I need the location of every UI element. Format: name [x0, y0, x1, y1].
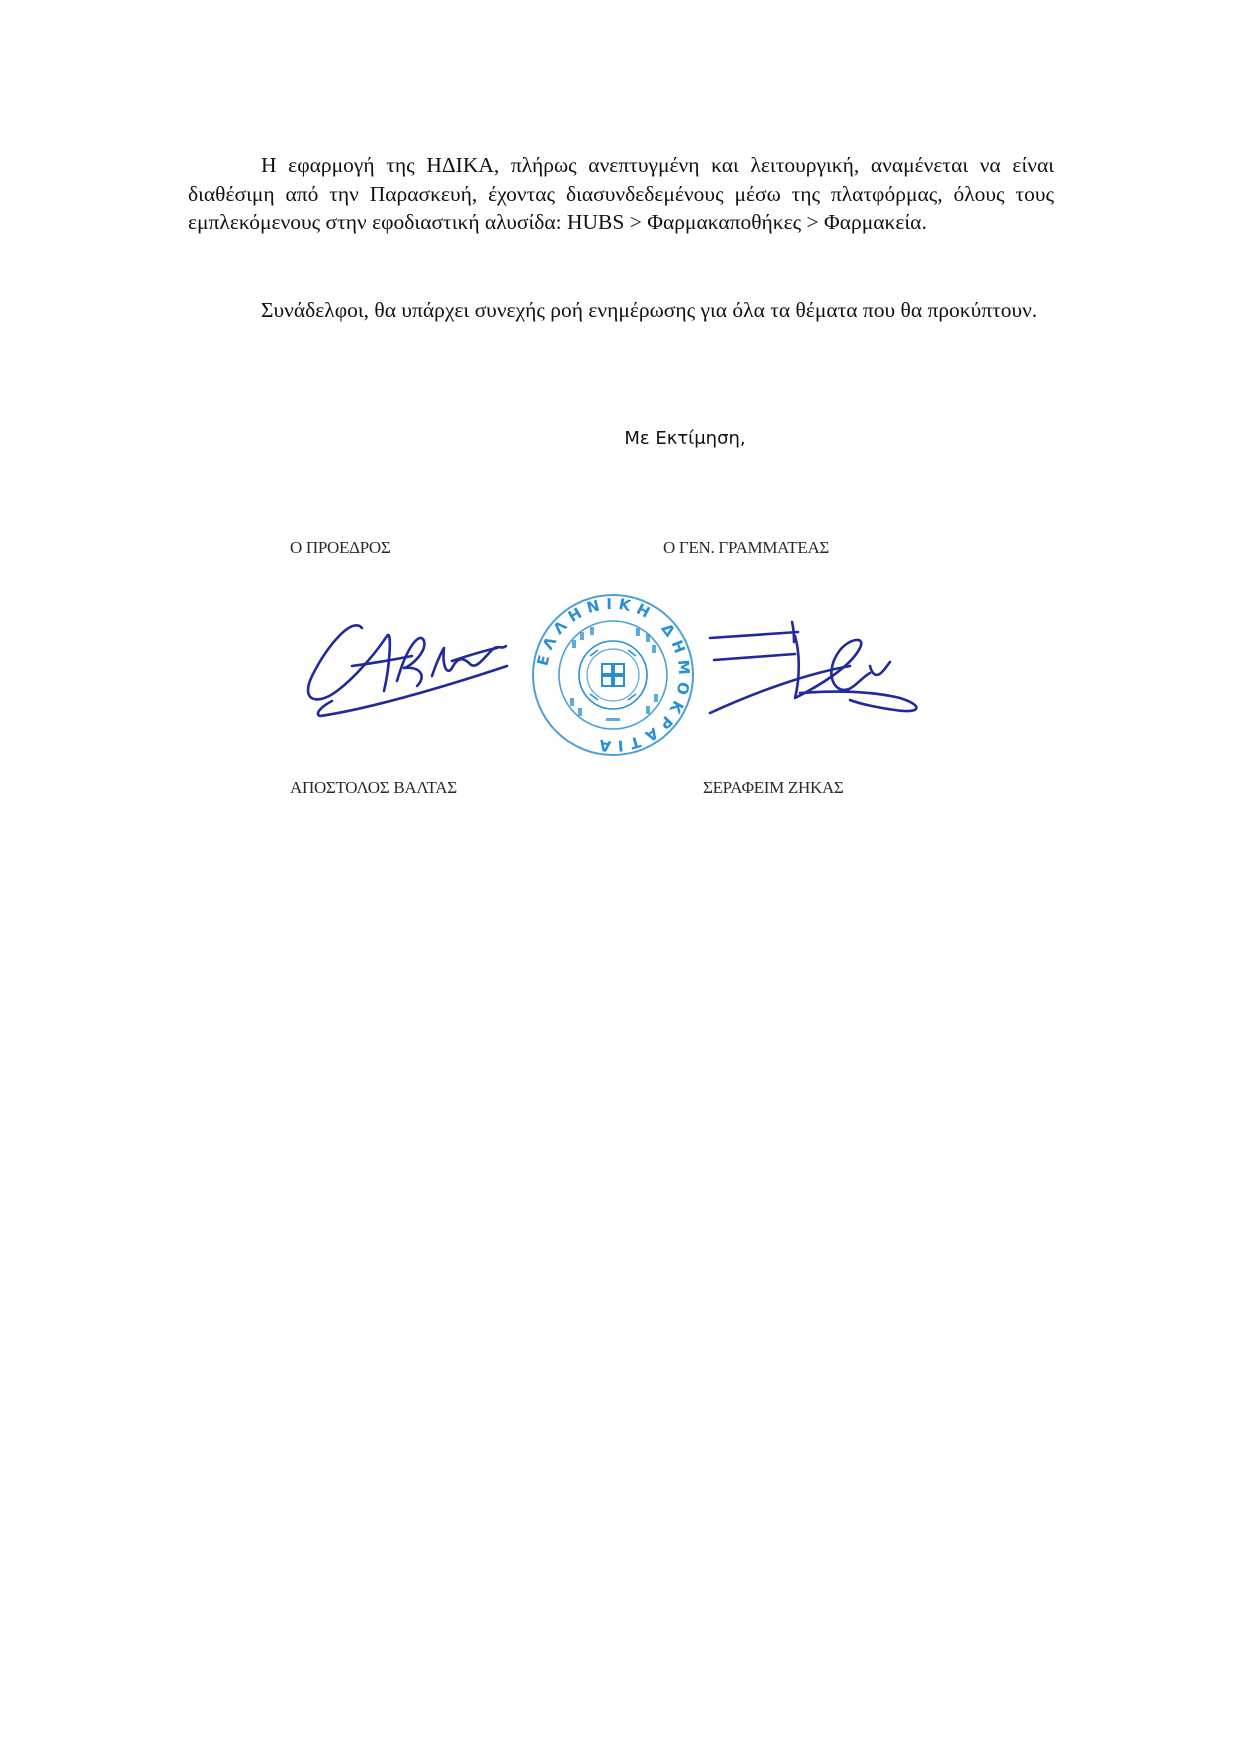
signatory-title-left: Ο ΠΡΟΕΔΡΟΣ	[290, 538, 391, 557]
signature-block	[280, 538, 940, 818]
official-stamp	[528, 590, 698, 760]
body-paragraph: Συνάδελφοι, θα υπάρχει συνεχής ροή ενημέρωσης για όλα τα θέματα που θα προκύπτουν.	[261, 298, 1038, 322]
signatory-name-right: ΣΕΡΑΦΕΙΜ ΖΗΚΑΣ	[703, 778, 844, 797]
signature-right	[700, 618, 940, 728]
stamp-text: ΕΛΛΗΝΙΚΗ ΔΗΜΟΚΡΑΤΙΑ	[533, 594, 694, 756]
body-paragraph: Η εφαρμογή της ΗΔΙΚΑ, πλήρως ανεπτυγμένη και λειτουργική, αναμένεται να είναι διαθέσιμη από την Παρασκευή, έχοντας διασυνδεδεμένους μέσω της πλατφόρμας, όλους τους εμπλεκόμενους στην εφοδιαστική αλυσίδα: HUBS > Φαρμακαποθήκες > Φαρμακεία.	[188, 153, 1054, 234]
signatory-name-left: ΑΠΟΣΤΟΛΟΣ ΒΑΛΤΑΣ	[290, 778, 457, 797]
signatory-title-right: Ο ΓΕΝ. ΓΡΑΜΜΑΤΕΑΣ	[663, 538, 830, 557]
closing-salutation: Με Εκτίμηση,	[624, 428, 746, 449]
signature-left	[292, 606, 532, 726]
